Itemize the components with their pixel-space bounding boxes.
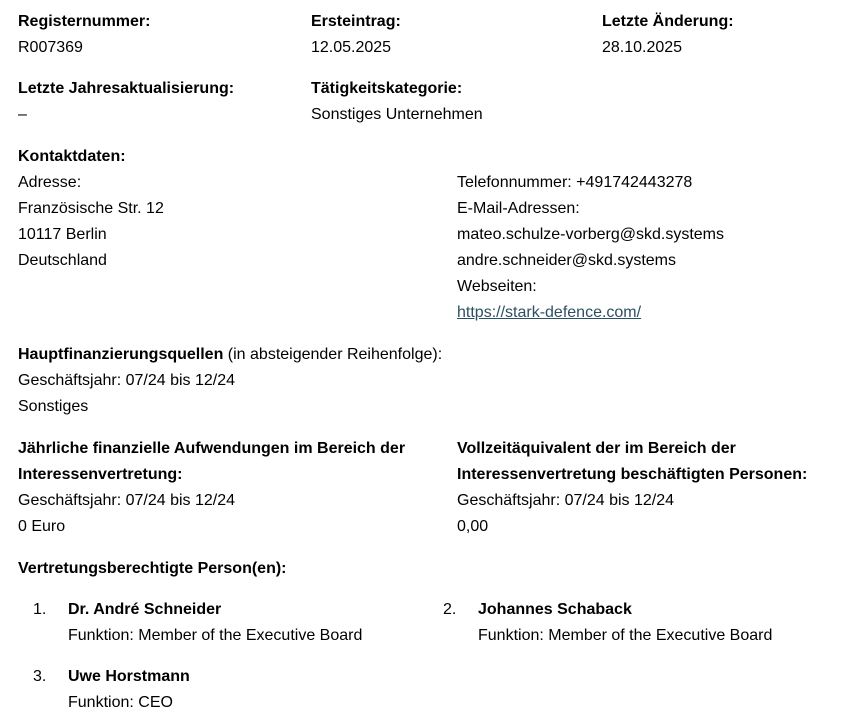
taetigkeitskategorie-value: Sonstiges Unternehmen [311, 106, 483, 123]
person-name: Uwe Horstmann [68, 668, 190, 685]
field-registernummer [18, 9, 311, 61]
aufwendungen-section [18, 436, 844, 540]
letzte-aenderung-label: Letzte Änderung: [602, 13, 734, 30]
vollzeitaequivalent-block [457, 436, 844, 540]
telefon-label: Telefonnummer: [457, 174, 572, 191]
field-letzte-jahresaktualisierung [18, 76, 311, 128]
finanzierungsquellen-heading-bold: Hauptfinanzierungsquellen [18, 346, 224, 363]
person-name: Johannes Schaback [478, 601, 632, 618]
adresse-line-street: Französische Str. 12 [18, 200, 164, 217]
website-link[interactable]: https://stark-defence.com/ [457, 304, 642, 321]
finanzierung-quelle: Sonstiges [18, 398, 89, 415]
registernummer-label: Registernummer: [18, 13, 151, 30]
aufwendungen-wert: 0 Euro [18, 518, 66, 535]
person-item [33, 664, 443, 716]
webseite-line [457, 300, 844, 326]
webseiten-label: Webseiten: [457, 278, 537, 295]
letzte-aenderung-value: 28.10.2025 [602, 39, 683, 56]
contact-details-block [457, 170, 844, 326]
letzte-jahresaktualisierung-label: Letzte Jahresaktualisierung: [18, 80, 235, 97]
taetigkeitskategorie-label: Tätigkeitskategorie: [311, 80, 463, 97]
person-funktion: Funktion: Member of the Executive Board [478, 627, 773, 644]
address-block [18, 170, 457, 326]
adresse-line-country: Deutschland [18, 252, 107, 269]
person-details [68, 664, 190, 716]
person-item [443, 597, 844, 649]
person-details [68, 597, 362, 649]
telefon-value: +491742443278 [576, 174, 693, 191]
letzte-jahresaktualisierung-value: – [18, 106, 27, 123]
adresse-label: Adresse: [18, 174, 82, 191]
finanzierungsquellen-heading-rest: (in absteigender Reihenfolge): [223, 346, 443, 363]
person-funktion: Funktion: CEO [68, 694, 173, 711]
person-details [478, 597, 772, 649]
vollzeitaequivalent-wert: 0,00 [457, 518, 489, 535]
register-meta-row-2 [18, 76, 844, 128]
kontaktdaten-grid [18, 170, 844, 326]
vollzeitaequivalent-geschaeftsjahr: Geschäftsjahr: 07/24 bis 12/24 [457, 492, 675, 509]
finanzierung-geschaeftsjahr: Geschäftsjahr: 07/24 bis 12/24 [18, 372, 236, 389]
email-address-1: mateo.schulze-vorberg@skd.systems [457, 226, 724, 243]
kontaktdaten-section [18, 144, 844, 326]
finanzierungsquellen-section [18, 342, 844, 420]
person-number: 3. [33, 668, 47, 685]
person-number: 2. [443, 601, 457, 618]
vertretung-heading: Vertretungsberechtigte Person(en): [18, 560, 287, 577]
ersteintrag-label: Ersteintrag: [311, 13, 401, 30]
persons-list [18, 597, 844, 716]
person-name: Dr. André Schneider [68, 601, 222, 618]
email-address-2: andre.schneider@skd.systems [457, 252, 676, 269]
finanzierungsquellen-heading [18, 342, 844, 368]
person-funktion: Funktion: Member of the Executive Board [68, 627, 363, 644]
adresse-line-city: 10117 Berlin [18, 226, 107, 243]
vollzeitaequivalent-heading: Vollzeitäquivalent der im Bereich der Interessenvertretung beschäftigten Personen: [457, 440, 808, 483]
email-label: E-Mail-Adressen: [457, 200, 580, 217]
aufwendungen-block [18, 436, 457, 540]
kontaktdaten-heading: Kontaktdaten: [18, 148, 126, 165]
field-taetigkeitskategorie [311, 76, 844, 128]
person-number: 1. [33, 601, 47, 618]
person-item [33, 597, 443, 649]
vertretung-section [18, 556, 844, 716]
aufwendungen-geschaeftsjahr: Geschäftsjahr: 07/24 bis 12/24 [18, 492, 236, 509]
ersteintrag-value: 12.05.2025 [311, 39, 392, 56]
field-ersteintrag [311, 9, 602, 61]
telefon-line [457, 170, 844, 196]
register-meta-row-1 [18, 9, 844, 61]
field-letzte-aenderung [602, 9, 844, 61]
aufwendungen-heading: Jährliche finanzielle Aufwendungen im Bereich der Interessenvertretung: [18, 440, 406, 483]
registernummer-value: R007369 [18, 39, 83, 56]
